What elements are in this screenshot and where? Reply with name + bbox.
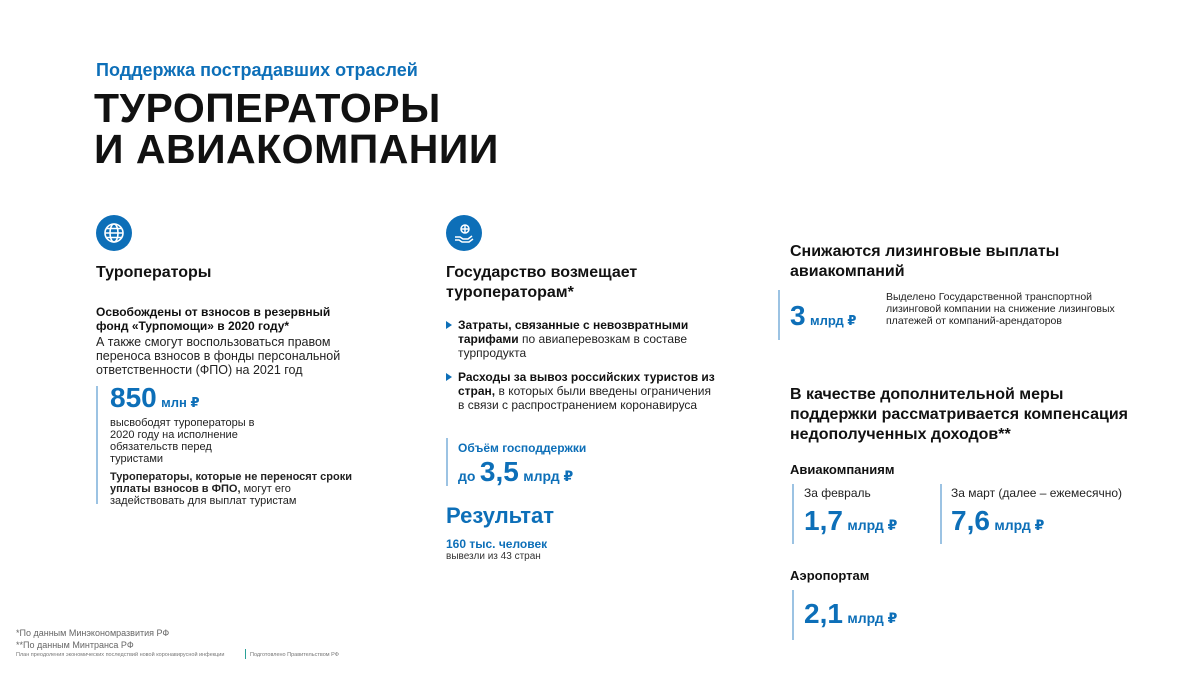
airports-label: Аэропортам: [790, 568, 870, 583]
col1-divider: [96, 386, 98, 504]
leasing-text: Выделено Государственной транспортной лизинговой компании на снижение лизинговых платежей от компаний-арендаторов: [886, 291, 1115, 327]
col2-heading: Государство возмещает туроператорам*: [446, 264, 638, 301]
col1-heading: Туроператоры: [96, 264, 212, 281]
footnote-1: *По данным Минэкономразвития РФ: [16, 628, 170, 638]
feb-unit: млрд ₽: [847, 517, 898, 533]
airports-divider: [792, 590, 794, 640]
mar-block: [951, 486, 1122, 541]
mar-label: За март (далее – ежемесячно): [951, 486, 1122, 500]
title-line-2: И АВИАКОМПАНИИ: [94, 126, 499, 172]
mar-divider: [940, 484, 942, 544]
footer-left: План преодоления экономических последствий новой коронавирусной инфекции: [16, 652, 225, 658]
bullet-list: [446, 318, 716, 412]
leasing-divider: [778, 290, 780, 340]
exempt-bold: Освобождены от взносов в резервный фонд «Турпомощи» в 2020 году*: [96, 305, 331, 333]
note-text: могут его задействовать для выплат туристам: [110, 483, 297, 507]
result-block: [446, 537, 547, 562]
support-prefix: до: [458, 468, 476, 484]
bullet-item: [446, 318, 716, 360]
triangle-icon: [446, 373, 452, 381]
airports-unit: млрд ₽: [847, 610, 898, 626]
hand-globe-icon: [446, 215, 482, 251]
support-value: 3,5: [479, 456, 519, 487]
bullet1-text: по авиаперевозкам в составе турпродукта: [458, 332, 688, 360]
footnote-2: **По данным Минтранса РФ: [16, 640, 134, 650]
globe-icon: [96, 215, 132, 251]
leasing-unit: млрд ₽: [810, 313, 857, 328]
feb-value: 1,7: [804, 505, 843, 536]
leasing-amount: [790, 300, 856, 337]
amount-unit: млн ₽: [161, 395, 200, 410]
feb-block: [804, 486, 897, 541]
bullet2-bold: Расходы за вывоз российских туристов из стран,: [458, 370, 715, 398]
airports-value: 2,1: [804, 598, 843, 629]
amount-block: [110, 384, 350, 507]
result-bold: 160 тыс. человек: [446, 537, 548, 551]
support-block: [458, 441, 586, 492]
result-text: вывезли из 43 стран: [446, 551, 541, 562]
note-bold: Туроператоры, которые не переносят сроки уплаты взносов в ФПО,: [110, 471, 352, 495]
title-line-1: ТУРОПЕРАТОРЫ: [94, 85, 441, 131]
amount-value: 850: [110, 382, 157, 413]
airports-amount: [804, 598, 897, 635]
page-title: [94, 85, 499, 172]
leasing-heading: Снижаются лизинговые выплаты авиакомпаний: [790, 243, 1060, 280]
bullet-item: [446, 370, 716, 412]
result-title: Результат: [446, 503, 555, 528]
triangle-icon: [446, 321, 452, 329]
page-subtitle: Поддержка пострадавших отраслей: [96, 60, 418, 80]
leasing-value: 3: [790, 300, 806, 331]
mar-unit: млрд ₽: [994, 517, 1045, 533]
mar-value: 7,6: [951, 505, 990, 536]
amount-text: высвободят туроператоры в 2020 году на исполнение обязательств перед туристами: [110, 417, 255, 465]
note-block: [110, 471, 355, 507]
support-unit: млрд ₽: [523, 468, 574, 484]
airlines-label: Авиакомпаниям: [790, 462, 895, 477]
extra-heading: В качестве дополнительной меры поддержки рассматривается компенсация недополученных доходов**: [790, 386, 1129, 443]
exempt-block: [96, 305, 358, 377]
bullet2-text: в которых были введены ограничения в связи с распространением коронавируса: [458, 384, 711, 412]
feb-divider: [792, 484, 794, 544]
footnotes: [16, 627, 169, 651]
exempt-text: А также смогут воспользоваться правом переноса взносов в фонды персональной ответственности (ФПО) на 2021 год: [96, 335, 341, 377]
bullet1-bold: Затраты, связанные с невозвратными тарифами: [458, 318, 689, 346]
footer-divider: [245, 649, 246, 659]
footer-right: Подготовлено Правительством РФ: [250, 652, 339, 658]
support-label: Объём господдержки: [458, 441, 587, 455]
col2-divider: [446, 438, 448, 486]
feb-label: За февраль: [804, 486, 871, 500]
